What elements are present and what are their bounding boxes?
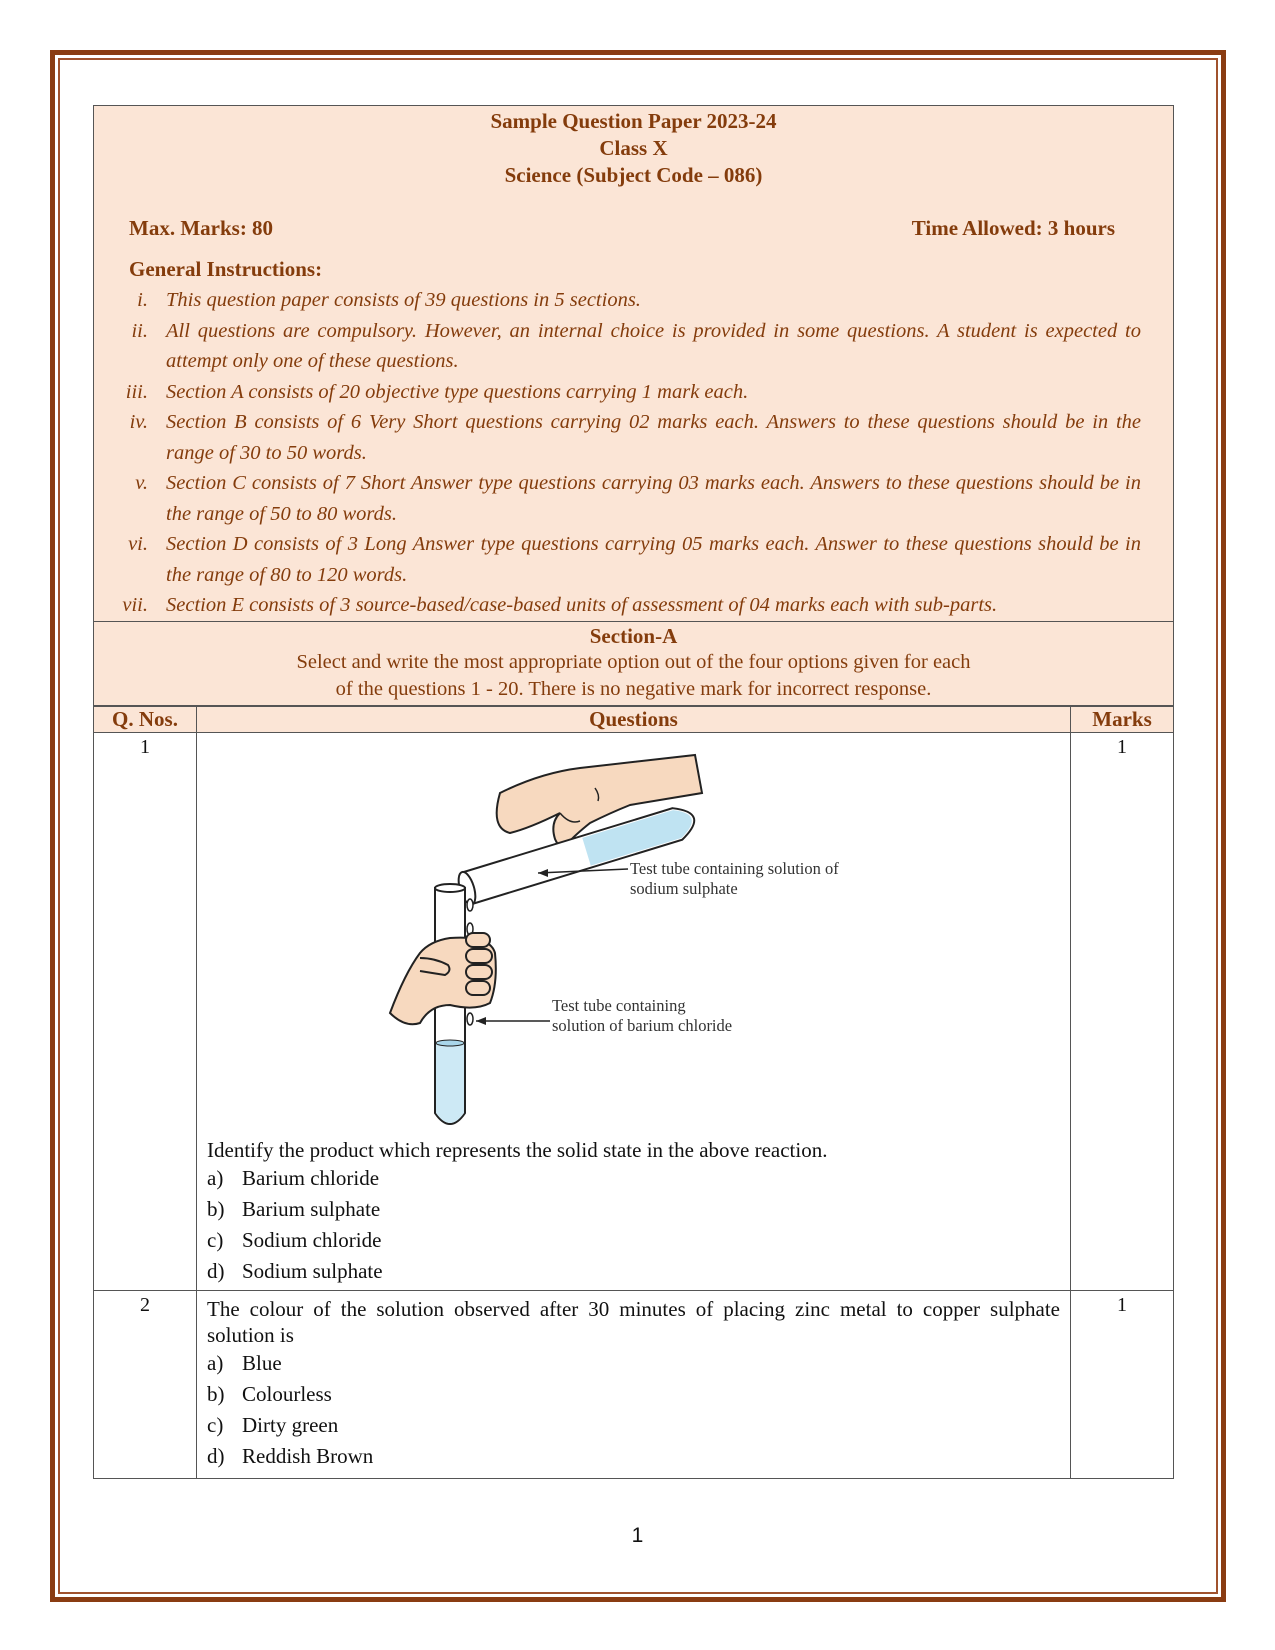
question-number: 1 [94, 732, 197, 1290]
option-letter: c) [207, 1412, 224, 1437]
option-item [207, 1379, 1060, 1410]
instruction-item [94, 529, 1141, 590]
question-body [197, 732, 1071, 1290]
option-item [207, 1256, 1060, 1287]
instruction-item [94, 377, 1141, 408]
option-letter: a) [207, 1165, 224, 1190]
title-block [94, 106, 1173, 189]
time-allowed: Time Allowed: 3 hours [911, 216, 1115, 240]
instruction-text: Section E consists of 3 source-based/case-based units of assessment of 04 marks each with sub-parts. [166, 594, 998, 616]
option-item [207, 1348, 1060, 1379]
section-title: Section-A [589, 623, 678, 648]
instruction-number: v. [135, 472, 148, 494]
liquid-surface-shape [436, 1040, 464, 1046]
option-text: Barium sulphate [242, 1196, 381, 1221]
questions-table [93, 706, 1174, 1479]
instruction-text: Section D consists of 3 Long Answer type questions carrying 05 marks each. Answer to these questions should be in the range of 80 to 120 words. [166, 533, 1141, 586]
option-letter: d) [207, 1258, 225, 1283]
instruction-text: Section A consists of 20 objective type questions carrying 1 mark each. [166, 380, 749, 403]
figure-label-top-line-2: sodium sulphate [630, 878, 738, 898]
option-letter: b) [207, 1196, 225, 1221]
column-header-marks: Marks [1071, 706, 1174, 732]
question-text: Identify the product which represents the solid state in the above reaction. [207, 1137, 828, 1162]
test-tube-reaction-figure [390, 743, 839, 1133]
section-description-line-2: of the questions 1 - 20. There is no negative mark for incorrect response. [335, 677, 932, 700]
marks-time-row [94, 189, 1173, 242]
finger-shape [466, 949, 492, 963]
max-marks: Max. Marks: 80 [129, 216, 274, 240]
instruction-number: vii. [122, 594, 148, 616]
option-item [207, 1163, 1060, 1194]
instruction-item [94, 285, 1141, 316]
figure-label-top-line-1: Test tube containing solution of [630, 858, 839, 878]
instructions-title: General Instructions: [129, 257, 323, 281]
instruction-text: Section B consists of 6 Very Short questions carrying 02 marks each. Answers to these questions should be in the range of 30 to 50 words. [166, 411, 1141, 464]
figure-label-bottom-line-2: solution of barium chloride [552, 1015, 733, 1035]
finger-shape [466, 981, 490, 995]
paper-title: Sample Question Paper 2023-24 [490, 109, 777, 133]
option-letter: b) [207, 1381, 225, 1406]
instruction-number: vi. [128, 533, 148, 555]
column-header-questions: Questions [197, 706, 1071, 732]
option-letter: a) [207, 1350, 224, 1375]
subject-title: Science (Subject Code – 086) [504, 163, 763, 187]
option-text: Barium chloride [242, 1165, 380, 1190]
page-number: 1 [631, 1524, 644, 1547]
upright-tube-mouth-shape [435, 884, 465, 892]
barium-chloride-liquid-shape [436, 1043, 464, 1123]
section-description-line-1: Select and write the most appropriate option out of the four options given for each [296, 650, 971, 673]
drop-shape [467, 1013, 473, 1025]
bottom-label-arrowhead-shape [476, 1017, 486, 1025]
question-body [197, 1290, 1071, 1478]
instructions-list [94, 285, 1141, 621]
option-text: Sodium chloride [242, 1227, 382, 1252]
instruction-number: iii. [125, 380, 148, 403]
option-item [207, 1225, 1060, 1256]
instruction-number: i. [137, 289, 148, 311]
question-number: 2 [94, 1290, 197, 1478]
option-text: Dirty green [242, 1412, 339, 1437]
option-letter: d) [207, 1443, 225, 1468]
option-letter: c) [207, 1227, 224, 1252]
option-item [207, 1194, 1060, 1225]
instruction-item [94, 407, 1141, 468]
table-header-row [94, 706, 1174, 732]
instruction-number: ii. [131, 319, 148, 342]
option-text: Colourless [242, 1381, 332, 1406]
question-text: The colour of the solution observed after 30 minutes of placing zinc metal to copper sulphate solution is [207, 1296, 1060, 1347]
finger-shape [466, 965, 492, 979]
paper-header [93, 105, 1174, 621]
instruction-text: Section C consists of 7 Short Answer type questions carrying 03 marks each. Answers to these questions should be in the range of 50 to 80 words. [166, 472, 1141, 525]
instruction-item [94, 468, 1141, 529]
section-a-header [93, 621, 1174, 706]
option-text: Sodium sulphate [242, 1258, 383, 1283]
instruction-number: iv. [129, 411, 148, 433]
option-item [207, 1441, 1060, 1472]
option-item [207, 1410, 1060, 1441]
option-text: Blue [242, 1350, 282, 1375]
question-paper [93, 105, 1174, 1479]
question-row [94, 732, 1174, 1290]
column-header-qno: Q. Nos. [94, 706, 197, 732]
class-title: Class X [599, 136, 668, 160]
instruction-text: All questions are compulsory. However, an internal choice is provided in some questions. A student is expected to attempt only one of these questions. [166, 319, 1141, 372]
instruction-item [94, 590, 1141, 621]
finger-shape [466, 933, 490, 947]
instruction-item [94, 316, 1141, 377]
drop-shape [467, 899, 473, 911]
question-row [94, 1290, 1174, 1478]
question-marks: 1 [1071, 1290, 1174, 1478]
option-text: Reddish Brown [242, 1443, 374, 1468]
question-marks: 1 [1071, 732, 1174, 1290]
figure-label-bottom-line-1: Test tube containing [552, 995, 686, 1015]
instruction-text: This question paper consists of 39 questions in 5 sections. [166, 289, 641, 311]
